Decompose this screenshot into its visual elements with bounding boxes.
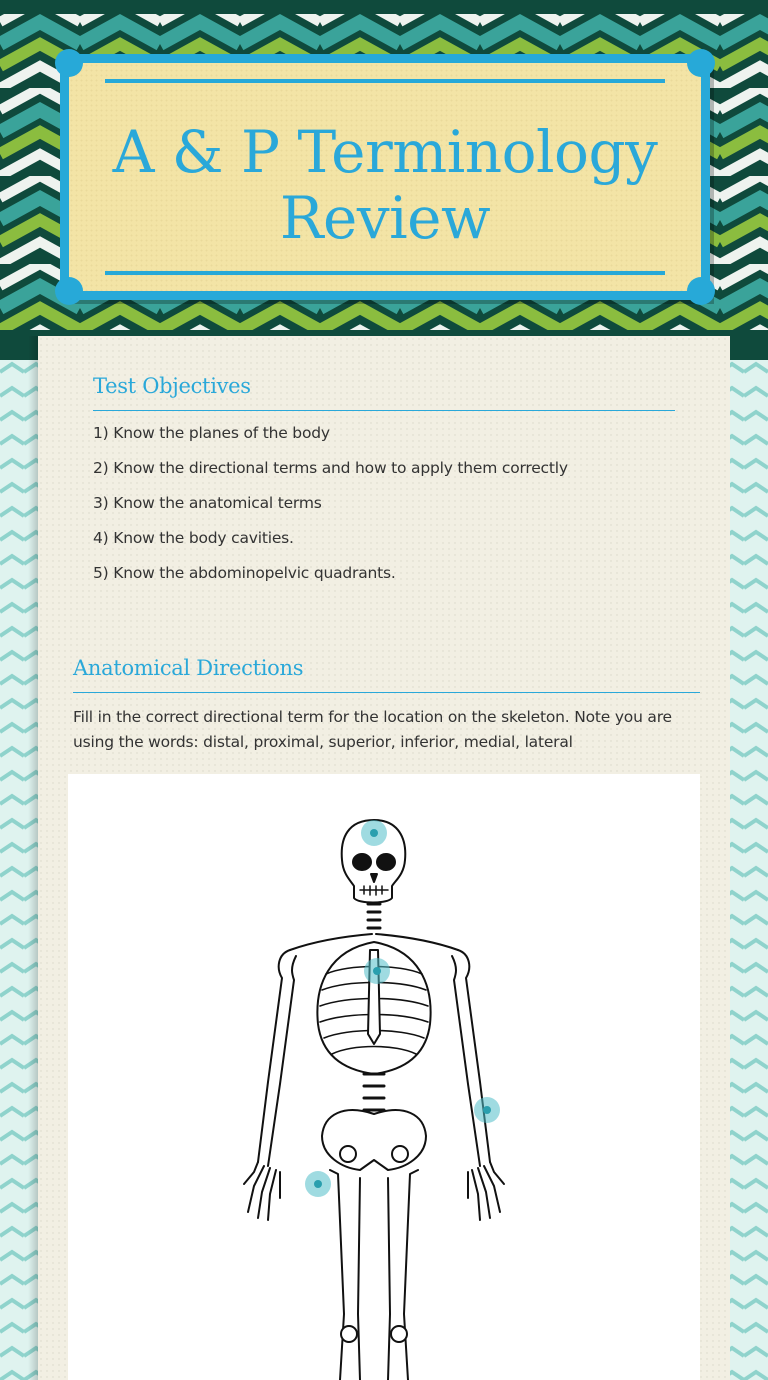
panel-shadow <box>28 336 38 1380</box>
page-title-line1: A & P Terminology <box>112 118 658 186</box>
content-panel <box>38 336 730 1380</box>
objectives-list <box>93 423 693 598</box>
directions-heading: Anatomical Directions <box>73 656 304 680</box>
objectives-divider <box>93 410 675 411</box>
title-banner-inner <box>69 63 701 291</box>
banner-corner <box>687 49 715 77</box>
list-item: 2) Know the directional terms and how to apply them correctly <box>93 459 568 477</box>
location-marker[interactable] <box>364 958 390 984</box>
location-marker[interactable] <box>361 820 387 846</box>
directions-instructions: Fill in the correct directional term for the location on the skeleton. Note you are using the words: distal, proximal, superior, inferior, medial, lateral <box>73 708 672 751</box>
page-title <box>69 119 701 251</box>
banner-rule-top <box>105 79 665 83</box>
list-item: 3) Know the anatomical terms <box>93 494 322 512</box>
banner-corner <box>55 277 83 305</box>
list-item: 1) Know the planes of the body <box>93 424 330 442</box>
title-banner <box>60 54 710 300</box>
banner-corner <box>55 49 83 77</box>
location-marker[interactable] <box>305 1171 331 1197</box>
objectives-heading: Test Objectives <box>93 374 251 398</box>
directions-divider <box>73 692 700 693</box>
page-title-line2: Review <box>279 184 491 252</box>
list-item: 4) Know the body cavities. <box>93 529 294 547</box>
skeleton-illustration-icon <box>68 774 700 1380</box>
banner-rule-bottom <box>105 271 665 275</box>
location-marker[interactable] <box>474 1097 500 1123</box>
skeleton-image <box>68 774 700 1380</box>
banner-corner <box>687 277 715 305</box>
list-item: 5) Know the abdominopelvic quadrants. <box>93 564 396 582</box>
